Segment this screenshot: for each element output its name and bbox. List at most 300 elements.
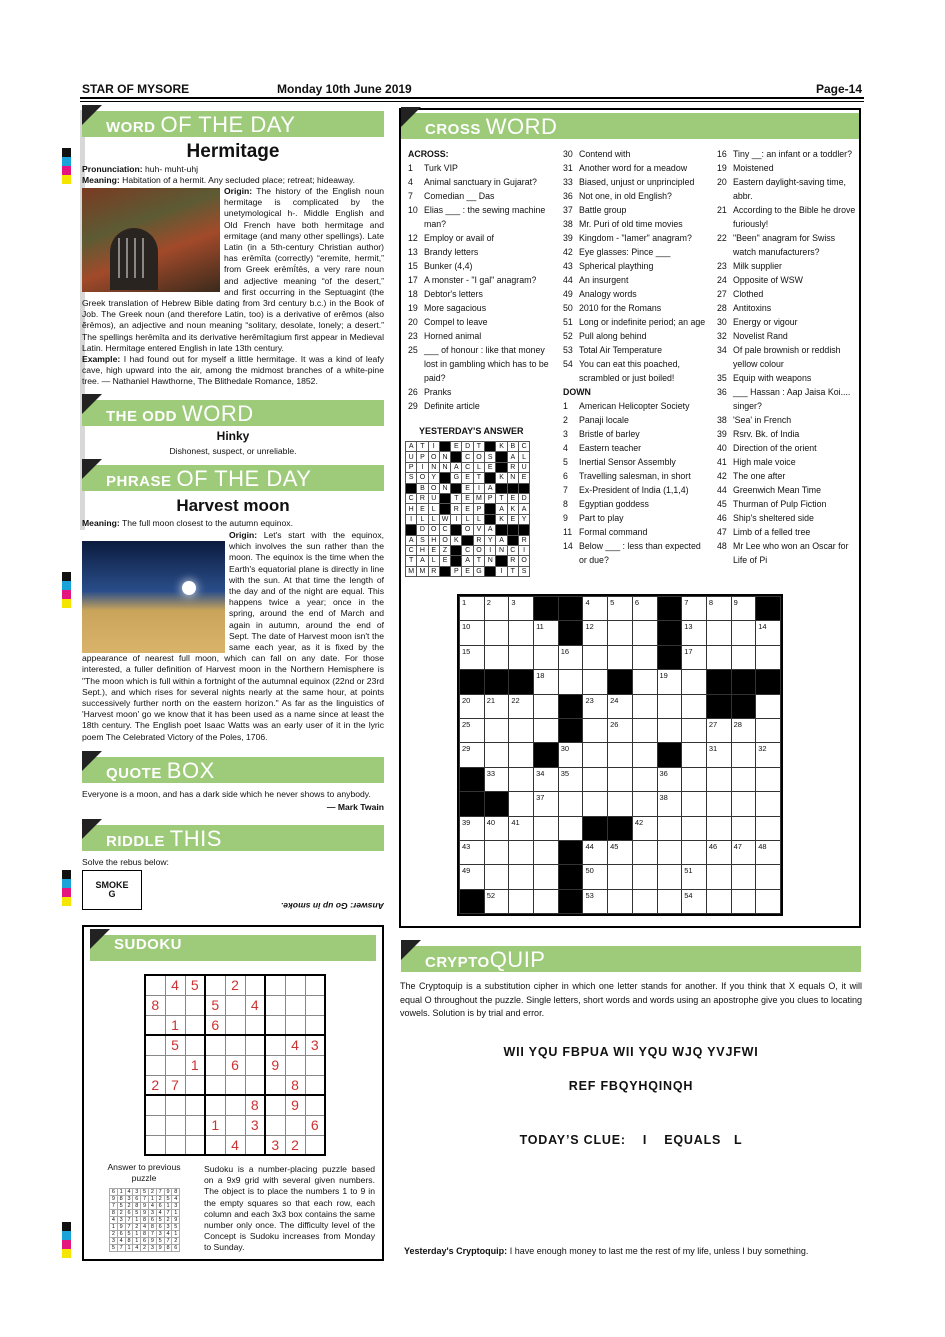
clue-item: 40 Direction of the orient (717, 443, 817, 453)
crossword-cell[interactable]: 6 (632, 597, 657, 621)
crossword-cell[interactable] (731, 767, 756, 791)
crossword-cell[interactable] (632, 670, 657, 694)
crossword-cell[interactable]: 31 (706, 743, 731, 767)
crossword-cell[interactable] (632, 889, 657, 913)
sudoku-cell[interactable] (225, 1095, 245, 1115)
sudoku-answer-cell: 7 (148, 1231, 156, 1238)
yesterday-answer-grid (405, 441, 530, 577)
sudoku-cell[interactable]: 6 (305, 1115, 325, 1135)
phrase-origin-label: Origin: (229, 530, 258, 540)
answer-cell (439, 566, 450, 576)
answer-cell: L (428, 504, 439, 514)
sudoku-answer-cell: 1 (172, 1210, 180, 1217)
sudoku-cell[interactable] (305, 1095, 325, 1115)
crossword-cell[interactable]: 2 (484, 597, 509, 621)
crossword-cell[interactable]: 47 (731, 840, 756, 864)
sudoku-cell[interactable] (225, 1075, 245, 1095)
crossword-cell[interactable] (509, 889, 534, 913)
crossword-cell[interactable]: 29 (460, 743, 485, 767)
crossword-cell[interactable]: 7 (682, 597, 707, 621)
sudoku-cell[interactable] (305, 1075, 325, 1095)
sudoku-cell[interactable] (145, 975, 165, 995)
sudoku-cell[interactable] (145, 1015, 165, 1035)
crossword-cell[interactable]: 21 (484, 694, 509, 718)
crossword-cell[interactable]: 28 (731, 718, 756, 742)
crossword-cell[interactable] (558, 816, 583, 840)
crossword-cell[interactable]: 50 (583, 865, 608, 889)
sudoku-cell[interactable] (285, 995, 305, 1015)
sudoku-answer-cell: 8 (117, 1196, 125, 1203)
crossword-cell[interactable]: 36 (657, 767, 682, 791)
crossword-cell[interactable] (534, 816, 559, 840)
answer-cell: T (451, 493, 462, 503)
answer-cell: E (485, 462, 496, 472)
sudoku-answer-cell: 5 (156, 1217, 164, 1224)
sudoku-cell[interactable]: 9 (265, 1055, 285, 1075)
sudoku-cell[interactable] (165, 995, 185, 1015)
answer-cell: T (507, 566, 518, 576)
crossword-cell[interactable]: 33 (484, 767, 509, 791)
sudoku-cell[interactable] (185, 1075, 205, 1095)
answer-cell: E (462, 483, 473, 493)
crossword-cell[interactable] (558, 670, 583, 694)
sudoku-answer-cell: 9 (141, 1203, 149, 1210)
clue-item: 23 Milk supplier (717, 261, 782, 271)
crossword-cell[interactable] (731, 816, 756, 840)
sudoku-cell[interactable] (245, 1015, 265, 1035)
sudoku-cell[interactable] (305, 1135, 325, 1155)
crossword-cell[interactable]: 42 (632, 816, 657, 840)
black-cell (706, 670, 731, 694)
answer-cell: E (462, 473, 473, 483)
crossword-cell[interactable] (534, 694, 559, 718)
crossword-cell[interactable] (608, 792, 633, 816)
crossword-cell[interactable] (608, 865, 633, 889)
sudoku-answer-cell: 4 (156, 1210, 164, 1217)
crossword-cell[interactable] (632, 645, 657, 669)
answer-cell (518, 483, 529, 493)
crossword-cell[interactable] (657, 718, 682, 742)
crossword-cell[interactable] (657, 816, 682, 840)
sudoku-answer-label: Answer to previous puzzle (107, 1162, 181, 1184)
sudoku-cell[interactable] (225, 1015, 245, 1035)
answer-cell: P (417, 452, 428, 462)
crossword-cell[interactable]: 5 (608, 597, 633, 621)
crossword-cell[interactable]: 25 (460, 718, 485, 742)
answer-cell: O (428, 452, 439, 462)
sudoku-cell[interactable] (265, 1015, 285, 1035)
clue-item: 14 Below ___ : less than expected or due? (563, 541, 701, 565)
crossword-cell[interactable] (509, 645, 534, 669)
crossword-cell[interactable]: 23 (583, 694, 608, 718)
sudoku-answer-cell: 4 (148, 1203, 156, 1210)
crossword-cell[interactable] (706, 889, 731, 913)
sudoku-cell[interactable] (205, 1075, 225, 1095)
crossword-cell[interactable] (657, 694, 682, 718)
crossword-cell[interactable]: 30 (558, 743, 583, 767)
sudoku-answer-cell: 4 (164, 1231, 172, 1238)
crossword-cell[interactable]: 49 (460, 865, 485, 889)
sudoku-grid[interactable] (144, 974, 326, 1156)
crossword-cell[interactable]: 37 (534, 792, 559, 816)
crossword-cell[interactable] (509, 865, 534, 889)
sudoku-cell[interactable]: 8 (285, 1075, 305, 1095)
crossword-cell[interactable] (632, 865, 657, 889)
crossword-cell[interactable] (706, 865, 731, 889)
crossword-cell[interactable] (731, 792, 756, 816)
across-heading: ACROSS: (408, 149, 449, 159)
crossword-cell[interactable] (608, 621, 633, 645)
crossword-cell[interactable]: 10 (460, 621, 485, 645)
crossword-cell[interactable] (484, 718, 509, 742)
crossword-cell[interactable] (534, 840, 559, 864)
crossword-cell[interactable]: 19 (657, 670, 682, 694)
sudoku-cell[interactable] (245, 1135, 265, 1155)
crossword-cell[interactable] (632, 718, 657, 742)
crossword-cell[interactable]: 20 (460, 694, 485, 718)
crossword-cell[interactable] (632, 694, 657, 718)
sudoku-cell[interactable]: 4 (285, 1035, 305, 1055)
answer-cell: K (451, 535, 462, 545)
crossword-cell[interactable] (583, 767, 608, 791)
sudoku-cell[interactable] (245, 1055, 265, 1075)
sudoku-cell[interactable] (145, 1035, 165, 1055)
crossword-cell[interactable] (484, 645, 509, 669)
crossword-cell[interactable] (682, 792, 707, 816)
crossword-cell[interactable] (558, 792, 583, 816)
answer-cell: O (439, 535, 450, 545)
crossword-cell[interactable] (608, 645, 633, 669)
sudoku-cell[interactable] (165, 1095, 185, 1115)
crossword-cell[interactable]: 34 (534, 767, 559, 791)
sudoku-cell[interactable]: 4 (225, 1135, 245, 1155)
sudoku-cell[interactable] (145, 1115, 165, 1135)
crossword-cell[interactable] (731, 621, 756, 645)
registration-marks (62, 870, 71, 906)
crossword-cell[interactable]: 45 (608, 840, 633, 864)
sudoku-cell[interactable]: 1 (205, 1115, 225, 1135)
crossword-cell[interactable] (682, 816, 707, 840)
crossword-cell[interactable] (509, 840, 534, 864)
crossword-cell[interactable]: 27 (706, 718, 731, 742)
answer-cell: A (406, 535, 417, 545)
sudoku-cell[interactable] (185, 995, 205, 1015)
crossword-cell[interactable] (484, 840, 509, 864)
crossword-cell[interactable]: 53 (583, 889, 608, 913)
crossword-cell[interactable] (583, 670, 608, 694)
across-clues (408, 147, 556, 413)
clue-item: 39 Kingdom - "lamer" anagram? (563, 233, 692, 243)
clue-item: 26 Pranks (408, 387, 452, 397)
crossword-cell[interactable] (756, 767, 781, 791)
crossword-cell[interactable] (706, 792, 731, 816)
black-cell (657, 743, 682, 767)
crossword-cell[interactable]: 38 (657, 792, 682, 816)
answer-cell: I (485, 545, 496, 555)
crossword-cell[interactable] (731, 865, 756, 889)
sudoku-cell[interactable]: 8 (145, 995, 165, 1015)
sudoku-cell[interactable] (265, 995, 285, 1015)
sudoku-cell[interactable] (185, 1115, 205, 1135)
clue-item: 48 Mr Lee who won an Oscar for Life of Pi (717, 541, 849, 565)
crossword-cell[interactable] (682, 718, 707, 742)
crossword-cell[interactable]: 26 (608, 718, 633, 742)
sudoku-cell[interactable]: 4 (165, 975, 185, 995)
answer-cell: I (417, 462, 428, 472)
crossword-cell[interactable] (632, 792, 657, 816)
crossword-cell[interactable] (756, 792, 781, 816)
crossword-cell[interactable]: 35 (558, 767, 583, 791)
crossword-cell[interactable]: 32 (756, 743, 781, 767)
crossword-cell[interactable] (756, 865, 781, 889)
answer-cell: C (439, 525, 450, 535)
black-cell (558, 694, 583, 718)
crossword-cell[interactable] (632, 743, 657, 767)
sudoku-cell[interactable]: 2 (145, 1075, 165, 1095)
sudoku-cell[interactable] (145, 1095, 165, 1115)
sudoku-cell[interactable]: 1 (165, 1015, 185, 1035)
sudoku-answer-cell: 6 (133, 1196, 141, 1203)
crossword-cell[interactable]: 22 (509, 694, 534, 718)
crossword-cell[interactable] (632, 840, 657, 864)
sudoku-cell[interactable] (225, 1035, 245, 1055)
sudoku-cell[interactable] (305, 975, 325, 995)
crossword-cell[interactable]: 48 (756, 840, 781, 864)
sudoku-cell[interactable]: 2 (225, 975, 245, 995)
black-cell (608, 816, 633, 840)
crossword-cell[interactable]: 43 (460, 840, 485, 864)
sudoku-cell[interactable] (165, 1135, 185, 1155)
crossword-cell[interactable] (731, 889, 756, 913)
crossword-cell[interactable] (682, 743, 707, 767)
black-cell (460, 792, 485, 816)
sudoku-cell[interactable]: 9 (285, 1095, 305, 1115)
crossword-cell[interactable]: 15 (460, 645, 485, 669)
sudoku-cell[interactable] (185, 1035, 205, 1055)
sudoku-cell[interactable]: 8 (245, 1095, 265, 1115)
sudoku-cell[interactable] (265, 975, 285, 995)
sudoku-cell[interactable] (285, 1115, 305, 1135)
sudoku-cell[interactable] (245, 1035, 265, 1055)
crossword-cell[interactable] (706, 767, 731, 791)
crossword-cell[interactable] (534, 865, 559, 889)
crossword-cell[interactable] (756, 645, 781, 669)
crossword-cell[interactable]: 52 (484, 889, 509, 913)
crossword-cell[interactable] (682, 840, 707, 864)
crossword-cell[interactable]: 14 (756, 621, 781, 645)
sudoku-cell[interactable] (285, 975, 305, 995)
crossword-cell[interactable] (484, 621, 509, 645)
clue-item: 20 Eastern daylight-saving time, abbr. (717, 177, 846, 201)
cryptoquip-line1: WII YQU FBPUA WII YQU WJQ YVJFWI (503, 1045, 759, 1059)
riddle-answer: Answer: Go up in smoke. (280, 901, 384, 912)
sudoku-cell[interactable]: 4 (245, 995, 265, 1015)
answer-cell: N (507, 473, 518, 483)
crossword-cell[interactable] (509, 792, 534, 816)
sudoku-cell[interactable] (225, 995, 245, 1015)
crossword-cell[interactable] (632, 767, 657, 791)
crossword-cell[interactable] (509, 767, 534, 791)
crossword-cell[interactable]: 54 (682, 889, 707, 913)
answer-cell: T (417, 442, 428, 452)
crossword-cell[interactable] (706, 621, 731, 645)
crossword-cell[interactable] (731, 743, 756, 767)
crossword-cell[interactable]: 12 (583, 621, 608, 645)
crossword-cell[interactable]: 11 (534, 621, 559, 645)
crossword-cell[interactable] (509, 718, 534, 742)
crossword-cell[interactable]: 1 (460, 597, 485, 621)
crossword-cell[interactable] (583, 718, 608, 742)
sudoku-cell[interactable] (305, 1055, 325, 1075)
crossword-cell[interactable] (682, 670, 707, 694)
crossword-cell[interactable] (608, 743, 633, 767)
clue-item: 34 Of pale brownish or reddish yellow colour (717, 345, 841, 369)
crossword-cell[interactable] (657, 840, 682, 864)
sudoku-cell[interactable] (185, 1015, 205, 1035)
answer-cell (496, 462, 507, 472)
crossword-cell[interactable] (583, 645, 608, 669)
crossword-cell[interactable] (484, 865, 509, 889)
crossword-cell[interactable]: 18 (534, 670, 559, 694)
sudoku-cell[interactable] (285, 1055, 305, 1075)
crossword-cell[interactable]: 40 (484, 816, 509, 840)
sudoku-cell[interactable] (205, 975, 225, 995)
crossword-cell[interactable] (756, 816, 781, 840)
cryptoquip-yesterday: Yesterday's Cryptoquip: I have enough money to last me the rest of my life, unless I buy something. (404, 1246, 809, 1256)
sudoku-cell[interactable] (305, 1015, 325, 1035)
crossword-cell[interactable]: 24 (608, 694, 633, 718)
crossword-cell[interactable]: 51 (682, 865, 707, 889)
answer-cell: T (473, 442, 484, 452)
sudoku-answer-cell: 2 (125, 1203, 133, 1210)
clue-item: 19 Moistened (717, 163, 774, 173)
crossword-cell[interactable] (509, 743, 534, 767)
clue-item: 25 ___ of honour : like that money lost in gambling which has to be paid? (408, 345, 549, 383)
answer-cell: R (428, 566, 439, 576)
sudoku-cell[interactable] (225, 1115, 245, 1135)
crossword-cell[interactable] (731, 645, 756, 669)
answer-cell: Z (439, 545, 450, 555)
crossword-cell[interactable] (534, 718, 559, 742)
crossword-cell[interactable] (632, 621, 657, 645)
crossword-cell[interactable] (657, 889, 682, 913)
sudoku-cell[interactable]: 5 (205, 995, 225, 1015)
crossword-cell[interactable] (756, 718, 781, 742)
black-cell (534, 743, 559, 767)
sudoku-cell[interactable]: 5 (185, 975, 205, 995)
crossword-cell[interactable]: 16 (558, 645, 583, 669)
clue-item: 13 Brandy letters (408, 247, 479, 257)
rebus-box: SMOKE G (82, 870, 142, 910)
sudoku-cell[interactable]: 6 (205, 1015, 225, 1035)
crossword-cell[interactable] (583, 743, 608, 767)
sudoku-cell[interactable]: 1 (185, 1055, 205, 1075)
crossword-cell[interactable]: 17 (682, 645, 707, 669)
crossword-cell[interactable]: 13 (682, 621, 707, 645)
sudoku-cell[interactable]: 6 (225, 1055, 245, 1075)
answer-cell: C (462, 462, 473, 472)
riddle-bar: RIDDLE THIS (82, 825, 384, 851)
crossword-cell[interactable] (509, 621, 534, 645)
crossword-cell[interactable] (682, 694, 707, 718)
sudoku-cell[interactable] (265, 1115, 285, 1135)
sudoku-cell[interactable] (145, 1135, 165, 1155)
crossword-cell[interactable] (484, 743, 509, 767)
crossword-cell[interactable] (706, 645, 731, 669)
sudoku-cell[interactable] (265, 1075, 285, 1095)
crossword-cell[interactable]: 44 (583, 840, 608, 864)
sudoku-cell[interactable]: 5 (165, 1035, 185, 1055)
sudoku-cell[interactable] (185, 1095, 205, 1115)
clue-item: 8 Egyptian goddess (563, 499, 649, 509)
crossword-cell[interactable]: 8 (706, 597, 731, 621)
crossword-cell[interactable]: 39 (460, 816, 485, 840)
clue-item: 35 Equip with weapons (717, 373, 812, 383)
crossword-grid[interactable] (457, 594, 783, 916)
quote-bar: QUOTE BOX (82, 757, 384, 783)
sudoku-cell[interactable]: 3 (245, 1115, 265, 1135)
sudoku-cell[interactable] (245, 1075, 265, 1095)
sudoku-cell[interactable] (205, 1035, 225, 1055)
crossword-cell[interactable] (608, 889, 633, 913)
sudoku-cell[interactable]: 3 (265, 1135, 285, 1155)
crossword-cell[interactable] (756, 694, 781, 718)
crossword-cell[interactable]: 41 (509, 816, 534, 840)
crossword-cell[interactable] (682, 767, 707, 791)
sudoku-cell[interactable] (265, 1095, 285, 1115)
crossword-cell[interactable] (756, 889, 781, 913)
crossword-cell[interactable]: 9 (731, 597, 756, 621)
crossword-cell[interactable] (534, 889, 559, 913)
crossword-cell[interactable]: 3 (509, 597, 534, 621)
answer-cell (451, 556, 462, 566)
sudoku-cell[interactable] (245, 975, 265, 995)
sudoku-cell[interactable] (185, 1135, 205, 1155)
crossword-cell[interactable]: 46 (706, 840, 731, 864)
sudoku-cell[interactable] (285, 1015, 305, 1035)
crossword-cell[interactable] (534, 645, 559, 669)
clue-item: 50 2010 for the Romans (563, 303, 662, 313)
sudoku-cell[interactable] (205, 1135, 225, 1155)
answer-cell: E (428, 545, 439, 555)
sudoku-cell[interactable] (145, 1055, 165, 1075)
sudoku-answer-cell: 5 (172, 1224, 180, 1231)
sudoku-cell[interactable] (305, 995, 325, 1015)
sudoku-cell[interactable]: 2 (285, 1135, 305, 1155)
crossword-cell[interactable]: 4 (583, 597, 608, 621)
sudoku-cell[interactable] (165, 1115, 185, 1135)
answer-cell: O (473, 452, 484, 462)
crossword-bar: CROSS WORD (401, 113, 859, 139)
answer-cell: G (473, 566, 484, 576)
crossword-cell[interactable] (706, 816, 731, 840)
crossword-cell[interactable] (583, 792, 608, 816)
sudoku-cell[interactable] (205, 1055, 225, 1075)
sudoku-answer-cell: 6 (172, 1245, 180, 1252)
crossword-cell[interactable] (657, 865, 682, 889)
clue-item: 54 You can eat this poached, scrambled or just boiled! (563, 359, 680, 383)
sudoku-cell[interactable]: 3 (305, 1035, 325, 1055)
crossword-cell[interactable] (608, 767, 633, 791)
sudoku-cell[interactable] (165, 1055, 185, 1075)
sudoku-cell[interactable] (205, 1095, 225, 1115)
answer-cell: E (462, 566, 473, 576)
odd-word-bar: THE ODD WORD (82, 400, 384, 426)
sudoku-answer-cell: 8 (141, 1231, 149, 1238)
sudoku-cell[interactable]: 7 (165, 1075, 185, 1095)
sudoku-cell[interactable] (265, 1035, 285, 1055)
sudoku-answer-cell: 5 (141, 1189, 149, 1196)
